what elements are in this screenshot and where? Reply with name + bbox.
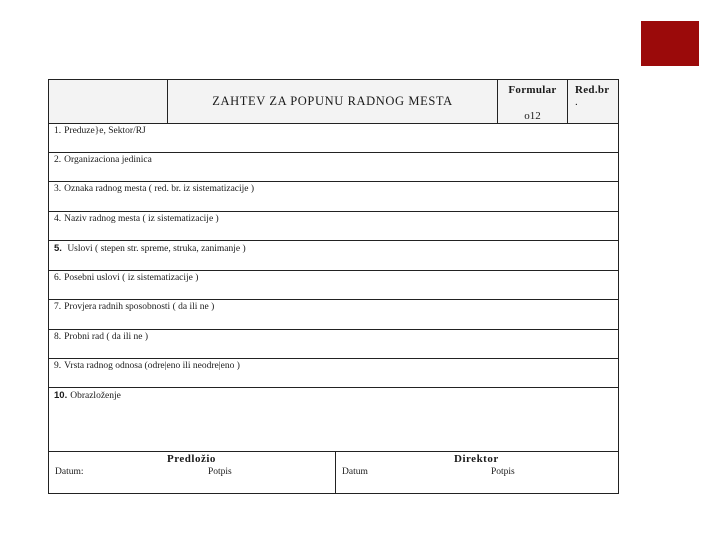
header-blank-cell — [49, 80, 167, 123]
field-row[interactable] — [48, 359, 619, 388]
proposer-date-label: Datum: — [55, 467, 84, 477]
row-number: 9. — [54, 361, 62, 371]
row-label: Probni rad ( da ili ne ) — [64, 332, 149, 342]
row-label: Posebni uslovi ( iz sistematizacije ) — [64, 273, 199, 283]
row-label: Organizaciona jedinica — [64, 155, 152, 165]
form-title: ZAHTEV ZA POPUNU RADNOG MESTA — [212, 94, 453, 108]
formular-label: Formular — [508, 84, 557, 96]
field-row[interactable] — [48, 182, 619, 212]
redbr-label: Red.br — [575, 84, 610, 96]
field-row[interactable] — [48, 300, 619, 330]
row-label: Naziv radnog mesta ( iz sistematizacije ) — [64, 214, 219, 224]
row-number: 1. — [54, 126, 62, 136]
row-number: 8. — [54, 332, 62, 342]
formular-cell — [497, 80, 567, 123]
proposer-heading: Predložio — [167, 453, 216, 465]
formular-value: o12 — [524, 110, 541, 122]
row-label: Vrsta radnog odnosa (odre|eno ili neodre|eno ) — [64, 361, 240, 371]
row-number: 10. — [54, 390, 68, 401]
accent-square — [641, 21, 699, 66]
row-number: 6. — [54, 273, 62, 283]
header-title-cell — [167, 80, 497, 123]
form-header — [48, 79, 619, 124]
field-row[interactable] — [48, 153, 619, 182]
field-row[interactable] — [48, 271, 619, 300]
field-row[interactable] — [48, 330, 619, 359]
row-label: Provjera radnih sposobnosti ( da ili ne ) — [64, 302, 215, 312]
row-label: Obrazloženje — [70, 391, 121, 401]
director-heading: Direktor — [454, 453, 499, 465]
signature-section — [48, 452, 619, 494]
row-label: Preduze}e, Sektor/RJ — [64, 126, 146, 136]
redbr-cell — [567, 80, 620, 123]
proposer-sign-label: Potpis — [208, 467, 232, 477]
row-number: 2. — [54, 155, 62, 165]
row-number: 4. — [54, 214, 62, 224]
proposer-signature[interactable] — [49, 452, 335, 493]
row-label: Uslovi ( stepen str. spreme, struka, zanimanje ) — [67, 244, 246, 254]
director-signature[interactable] — [335, 452, 620, 493]
request-form — [48, 79, 619, 494]
row-number: 3. — [54, 184, 62, 194]
director-sign-label: Potpis — [491, 467, 515, 477]
field-row[interactable] — [48, 212, 619, 241]
row-number: 7. — [54, 302, 62, 312]
row-label: Oznaka radnog mesta ( red. br. iz sistematizacije ) — [64, 184, 255, 194]
director-date-label: Datum — [342, 467, 368, 477]
row-number: 5. — [54, 243, 62, 254]
field-row-explanation[interactable] — [48, 388, 619, 452]
field-row[interactable] — [48, 241, 619, 271]
field-row[interactable] — [48, 124, 619, 153]
redbr-cont: . — [575, 96, 578, 108]
